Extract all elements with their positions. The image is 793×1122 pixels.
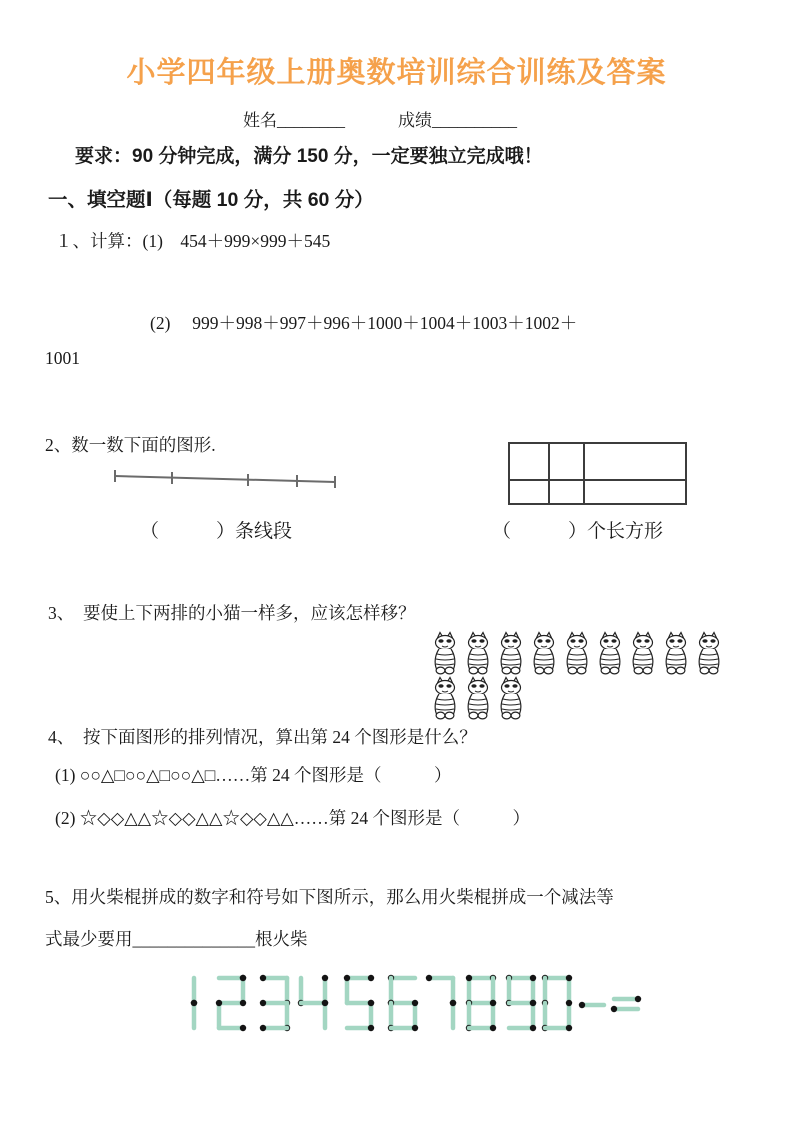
q4-item1: (1) ○○△□○○△□○○△□……第 24 个图形是（ ） xyxy=(55,765,452,785)
q1-line2: (2) 999＋998＋997＋996＋1000＋1004＋1003＋1002＋ xyxy=(150,313,578,333)
rectangle-inner-hline xyxy=(510,479,685,481)
kitten-row-bottom xyxy=(428,676,527,721)
kitten-icon xyxy=(494,631,527,676)
line-segment-figure xyxy=(105,465,350,493)
kitten-icon xyxy=(461,631,494,676)
section1-heading: 一、填空题Ⅰ（每题 10 分，共 60 分） xyxy=(48,189,374,211)
rectangle-inner-vline-2 xyxy=(583,444,585,503)
q4-item2: (2) ☆◇◇△△☆◇◇△△☆◇◇△△……第 24 个图形是（ ） xyxy=(55,808,531,828)
kitten-icon xyxy=(626,631,659,676)
rectangle-inner-vline-1 xyxy=(548,444,550,503)
name-field-label: 姓名________ xyxy=(243,111,345,130)
q2-answer-rectangles: （ ）个长方形 xyxy=(492,521,664,542)
q1-line1: １、计算：(1) 454＋999×999＋545 xyxy=(55,231,331,251)
score-field-label: 成绩__________ xyxy=(398,111,517,130)
q5-line2: 式最少要用______________根火柴 xyxy=(45,929,308,949)
kitten-icon xyxy=(527,631,560,676)
rectangle-figure xyxy=(508,442,687,505)
kitten-icon xyxy=(659,631,692,676)
q3-text: 3、 要使上下两排的小猫一样多，应该怎样移？ xyxy=(48,603,416,623)
kitten-icon xyxy=(692,631,725,676)
q2-answer-segments: （ ）条线段 xyxy=(140,521,293,542)
kitten-icon xyxy=(560,631,593,676)
matchstick-digits-figure xyxy=(168,972,658,1050)
kitten-icon xyxy=(428,631,461,676)
requirement-line: 要求：90 分钟完成，满分 150 分，一定要独立完成哦！ xyxy=(75,146,543,167)
kitten-row-top xyxy=(428,631,725,676)
q5-line1: 5、用火柴棍拼成的数字和符号如下图所示，那么用火柴棍拼成一个减法等 xyxy=(45,887,614,907)
q2-text: 2、数一数下面的图形. xyxy=(45,435,216,455)
kitten-icon xyxy=(494,676,527,721)
page-title: 小学四年级上册奥数培训综合训练及答案 xyxy=(126,57,667,89)
kitten-icon xyxy=(593,631,626,676)
q4-text: 4、 按下面图形的排列情况，算出第 24 个图形是什么？ xyxy=(48,727,477,747)
kitten-icon xyxy=(461,676,494,721)
q1-line3: 1001 xyxy=(45,348,80,368)
kitten-icon xyxy=(428,676,461,721)
